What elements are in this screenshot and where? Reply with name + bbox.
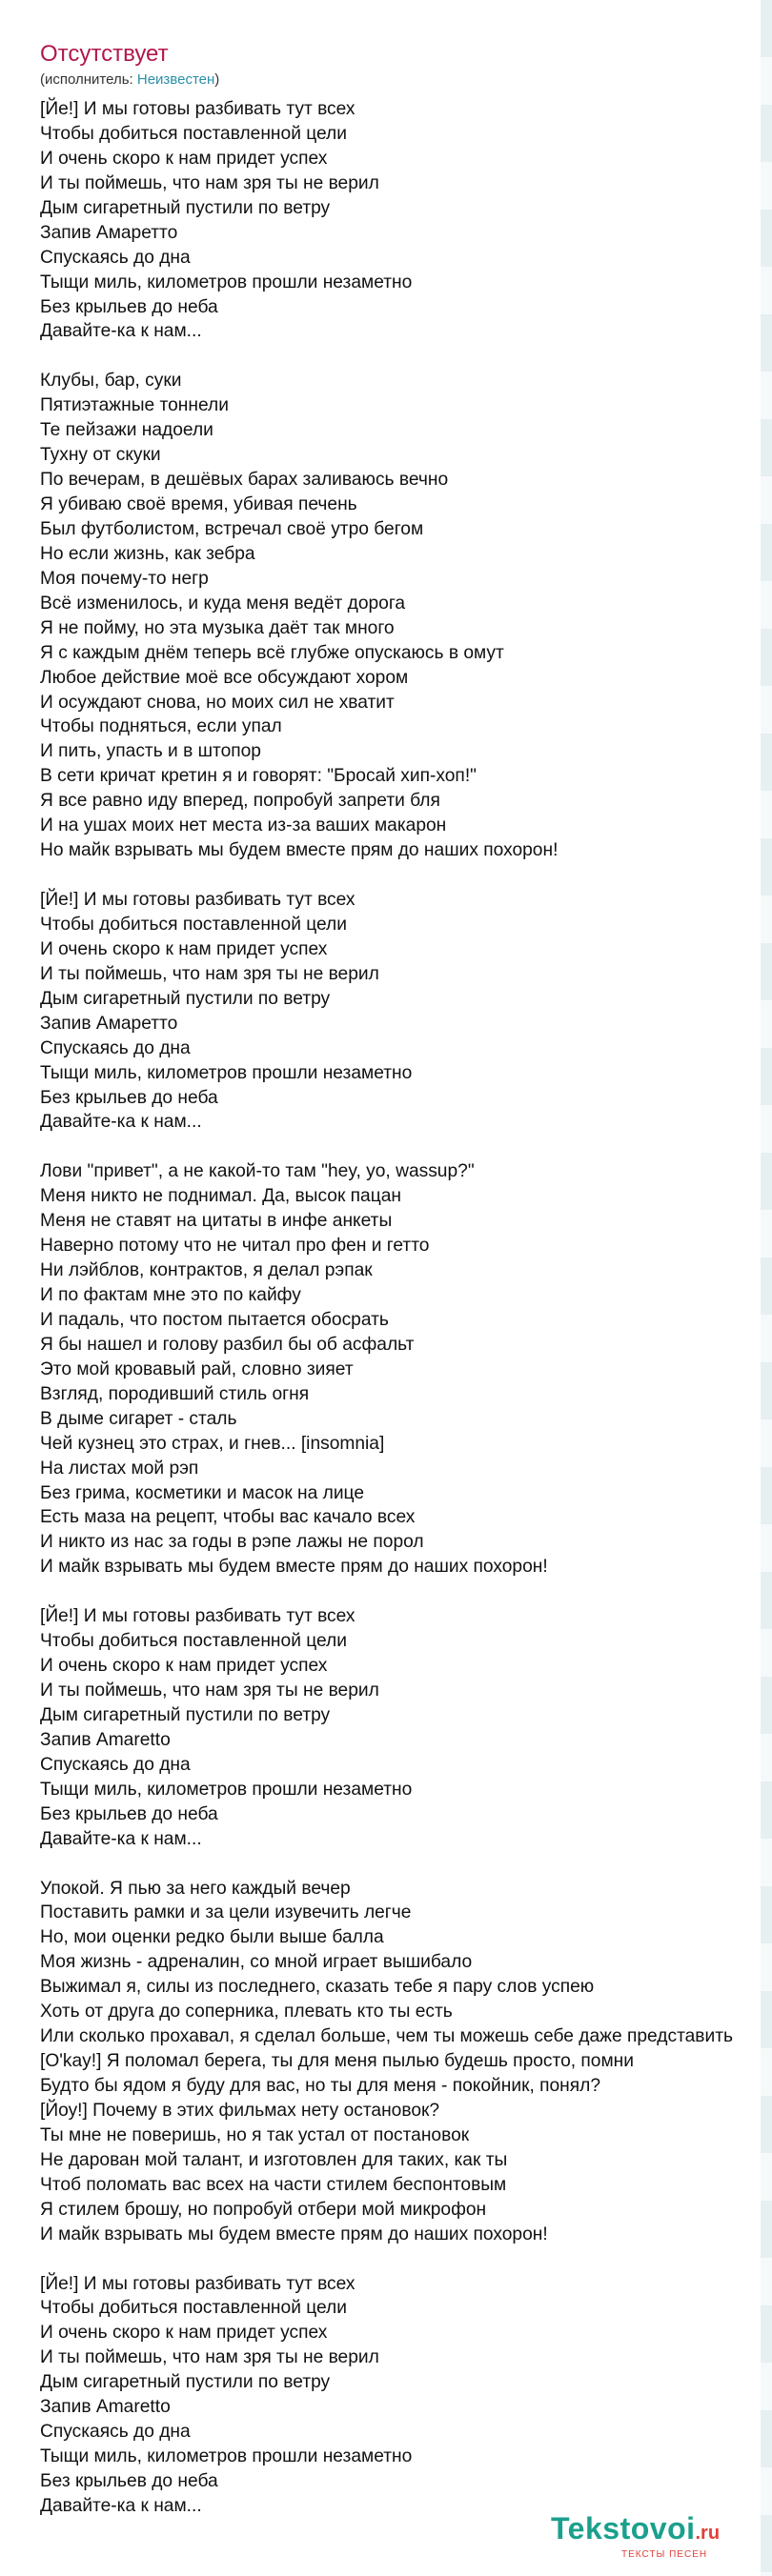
- lyric-line: По вечерам, в дешёвых барах заливаюсь вечно: [40, 470, 449, 491]
- lyric-line: [40, 344, 733, 369]
- lyric-line: Я с каждым днём теперь всё глубже опускаюсь в омут: [40, 642, 504, 663]
- lyric-line: Любое действие моё все обсуждают хором: [40, 667, 409, 688]
- lyric-line: Моя жизнь - адреналин, со мной играет вышибало: [40, 1952, 473, 1973]
- lyric-line: Дым сигаретный пустили по ветру: [40, 197, 331, 218]
- lyric-line: Ты мне не поверишь, но я так устал от постановок: [40, 2124, 470, 2145]
- lyric-line: Меня никто не поднимал. Да, высок пацан: [40, 1186, 401, 1207]
- lyric-line: Запив Амаретто: [40, 222, 178, 243]
- lyric-line: [40, 863, 733, 888]
- lyric-line: И очень скоро к нам придет успех: [40, 938, 328, 959]
- lyric-line: Давайте-ка к нам...: [40, 2495, 202, 2516]
- lyrics-text: [40, 97, 733, 2519]
- lyric-line: И на ушах моих нет места из-за ваших макарон: [40, 815, 447, 836]
- lyric-line: Тухну от скуки: [40, 445, 161, 466]
- lyric-line: [40, 2247, 733, 2272]
- lyric-line: Я убиваю своё время, убивая печень: [40, 494, 357, 514]
- lyric-line: В дыме сигарет - сталь: [40, 1408, 237, 1429]
- lyric-line: Запив Amaretto: [40, 1729, 171, 1750]
- artist-line: [40, 70, 219, 90]
- logo-tld: .ru: [695, 2523, 721, 2544]
- lyric-line: Чей кузнец это страх, и гнев... [insomnia]: [40, 1433, 385, 1454]
- artist-suffix: ): [214, 71, 220, 88]
- lyric-line: Выжимал я, силы из последнего, сказать тебе я пару слов успею: [40, 1977, 595, 1998]
- lyric-line: [Йе!] И мы готовы разбивать тут всех: [40, 2273, 356, 2294]
- lyric-line: Дым сигаретный пустили по ветру: [40, 988, 331, 1009]
- lyric-line: И падаль, что постом пытается обосрать: [40, 1309, 389, 1330]
- lyric-line: Моя почему-то негр: [40, 568, 209, 589]
- lyric-line: И майк взрывать мы будем вместе прям до наших похорон!: [40, 2224, 548, 2244]
- lyric-line: Без крыльев до неба: [40, 2471, 218, 2491]
- lyric-line: Чтобы добиться поставленной цели: [40, 2298, 347, 2319]
- lyric-line: [Йоу!] Почему в этих фильмах нету остановок?: [40, 2100, 440, 2121]
- lyric-line: Я стилем брошу, но попробуй отбери мой микрофон: [40, 2199, 487, 2220]
- lyric-line: И ты поймешь, что нам зря ты не верил: [40, 963, 379, 984]
- lyric-line: Меня не ставят на цитаты в инфе анкеты: [40, 1211, 393, 1232]
- lyric-line: Но майк взрывать мы будем вместе прям до наших похорон!: [40, 840, 559, 861]
- lyric-line: И очень скоро к нам придет успех: [40, 1656, 328, 1677]
- lyric-line: Упокой. Я пью за него каждый вечер: [40, 1878, 351, 1899]
- lyric-line: [40, 1852, 733, 1877]
- lyric-line: Это мой кровавый рай, словно зияет: [40, 1358, 354, 1379]
- lyric-line: Но, мои оценки редко были выше балла: [40, 1927, 384, 1948]
- lyric-line: И ты поймешь, что нам зря ты не верил: [40, 172, 379, 193]
- lyric-line: Спускаясь до дна: [40, 1754, 191, 1775]
- lyric-line: Спускаясь до дна: [40, 247, 191, 268]
- lyric-line: [40, 1135, 733, 1159]
- lyric-line: [Йе!] И мы готовы разбивать тут всех: [40, 890, 356, 910]
- lyric-line: Поставить рамки и за цели изувечить легче: [40, 1902, 412, 1923]
- lyric-line: И пить, упасть и в штопор: [40, 741, 261, 762]
- lyric-line: Я бы нашел и голову разбил бы об асфальт: [40, 1334, 415, 1355]
- lyric-line: Пятиэтажные тоннели: [40, 395, 229, 416]
- lyric-line: И ты поймешь, что нам зря ты не верил: [40, 2347, 379, 2368]
- lyric-line: Чтобы добиться поставленной цели: [40, 123, 347, 144]
- lyric-line: Без грима, косметики и масок на лице: [40, 1482, 365, 1503]
- lyric-line: Без крыльев до неба: [40, 296, 218, 317]
- lyric-line: И никто из нас за годы в рэпе лажы не порол: [40, 1532, 424, 1553]
- logo-name: Tekstovoi: [551, 2511, 696, 2546]
- site-logo[interactable]: [551, 2511, 721, 2560]
- right-decorative-strip: [761, 0, 772, 2576]
- lyric-line: Есть маза на рецепт, чтобы вас качало всех: [40, 1507, 416, 1528]
- lyric-line: Чтоб поломать вас всех на части стилем беспонтовым: [40, 2174, 507, 2195]
- lyric-line: Я все равно иду вперед, попробуй запрети бля: [40, 791, 440, 812]
- lyric-line: Запив Amaretto: [40, 2397, 171, 2418]
- lyric-line: Без крыльев до неба: [40, 1803, 218, 1824]
- lyric-line: Те пейзажи надоели: [40, 420, 213, 441]
- lyric-line: Спускаясь до дна: [40, 2422, 191, 2443]
- lyric-line: Наверно потому что не читал про фен и гетто: [40, 1236, 430, 1257]
- lyric-line: Лови "привет", а не какой-то там "hey, yo, wassup?": [40, 1161, 475, 1182]
- lyric-line: Давайте-ка к нам...: [40, 321, 202, 342]
- lyric-line: Всё изменилось, и куда меня ведёт дорога: [40, 593, 406, 614]
- lyric-line: Чтобы подняться, если упал: [40, 716, 282, 737]
- lyric-line: В сети кричат кретин я и говорят: "Бросай хип-хоп!": [40, 766, 477, 787]
- song-header: [40, 40, 219, 90]
- lyric-line: Я не пойму, но эта музыка даёт так много: [40, 617, 395, 638]
- lyric-line: Будто бы ядом я буду для вас, но ты для меня - покойник, понял?: [40, 2076, 601, 2096]
- lyric-line: Ни лэйблов, контрактов, я делал рэпак: [40, 1260, 373, 1281]
- lyric-line: Запив Амаретто: [40, 1013, 178, 1034]
- lyric-line: Давайте-ка к нам...: [40, 1828, 202, 1849]
- lyric-line: Но если жизнь, как зебра: [40, 543, 255, 564]
- lyric-line: Дым сигаретный пустили по ветру: [40, 2372, 331, 2393]
- lyric-line: Спускаясь до дна: [40, 1037, 191, 1058]
- lyric-line: Или сколько прохавал, я сделал больше, чем ты можешь себе даже представить: [40, 2026, 734, 2047]
- lyric-line: И майк взрывать мы будем вместе прям до наших похорон!: [40, 1557, 548, 1578]
- lyric-line: [Йе!] И мы готовы разбивать тут всех: [40, 1606, 356, 1627]
- lyric-line: Не дарован мой талант, и изготовлен для таких, как ты: [40, 2149, 508, 2170]
- lyric-line: Тыщи миль, километров прошли незаметно: [40, 272, 413, 292]
- lyric-line: Давайте-ка к нам...: [40, 1112, 202, 1133]
- lyric-line: [O'kay!] Я поломал берега, ты для меня пылью будешь просто, помни: [40, 2051, 634, 2072]
- lyric-line: Чтобы добиться поставленной цели: [40, 1631, 347, 1652]
- lyric-line: Дым сигаретный пустили по ветру: [40, 1704, 331, 1725]
- lyric-line: И осуждают снова, но моих сил не хватит: [40, 692, 395, 713]
- lyric-line: На листах мой рэп: [40, 1458, 199, 1479]
- song-title: Отсутствует: [40, 41, 169, 67]
- artist-link[interactable]: Неизвестен: [136, 71, 215, 88]
- lyric-line: Клубы, бар, суки: [40, 371, 182, 392]
- lyric-line: Тыщи миль, километров прошли незаметно: [40, 2446, 413, 2467]
- lyric-line: Тыщи миль, километров прошли незаметно: [40, 1779, 413, 1800]
- lyric-line: Чтобы добиться поставленной цели: [40, 914, 347, 935]
- lyric-line: И ты поймешь, что нам зря ты не верил: [40, 1680, 379, 1701]
- lyric-line: Был футболистом, встречал своё утро бегом: [40, 518, 424, 539]
- lyric-line: [Йе!] И мы готовы разбивать тут всех: [40, 99, 356, 119]
- lyric-line: [40, 1580, 733, 1604]
- lyric-line: Без крыльев до неба: [40, 1087, 218, 1108]
- lyric-line: Хоть от друга до соперника, плевать кто ты есть: [40, 2002, 453, 2023]
- lyric-line: И по фактам мне это по кайфу: [40, 1285, 301, 1305]
- artist-prefix: (исполнитель:: [40, 71, 137, 88]
- logo-tagline: ТЕКСТЫ ПЕСЕН: [621, 2549, 708, 2560]
- lyric-line: И очень скоро к нам придет успех: [40, 148, 328, 169]
- lyric-line: Взгляд, породивший стиль огня: [40, 1383, 310, 1404]
- lyric-line: Тыщи миль, километров прошли незаметно: [40, 1062, 413, 1083]
- lyric-line: И очень скоро к нам придет успех: [40, 2323, 328, 2344]
